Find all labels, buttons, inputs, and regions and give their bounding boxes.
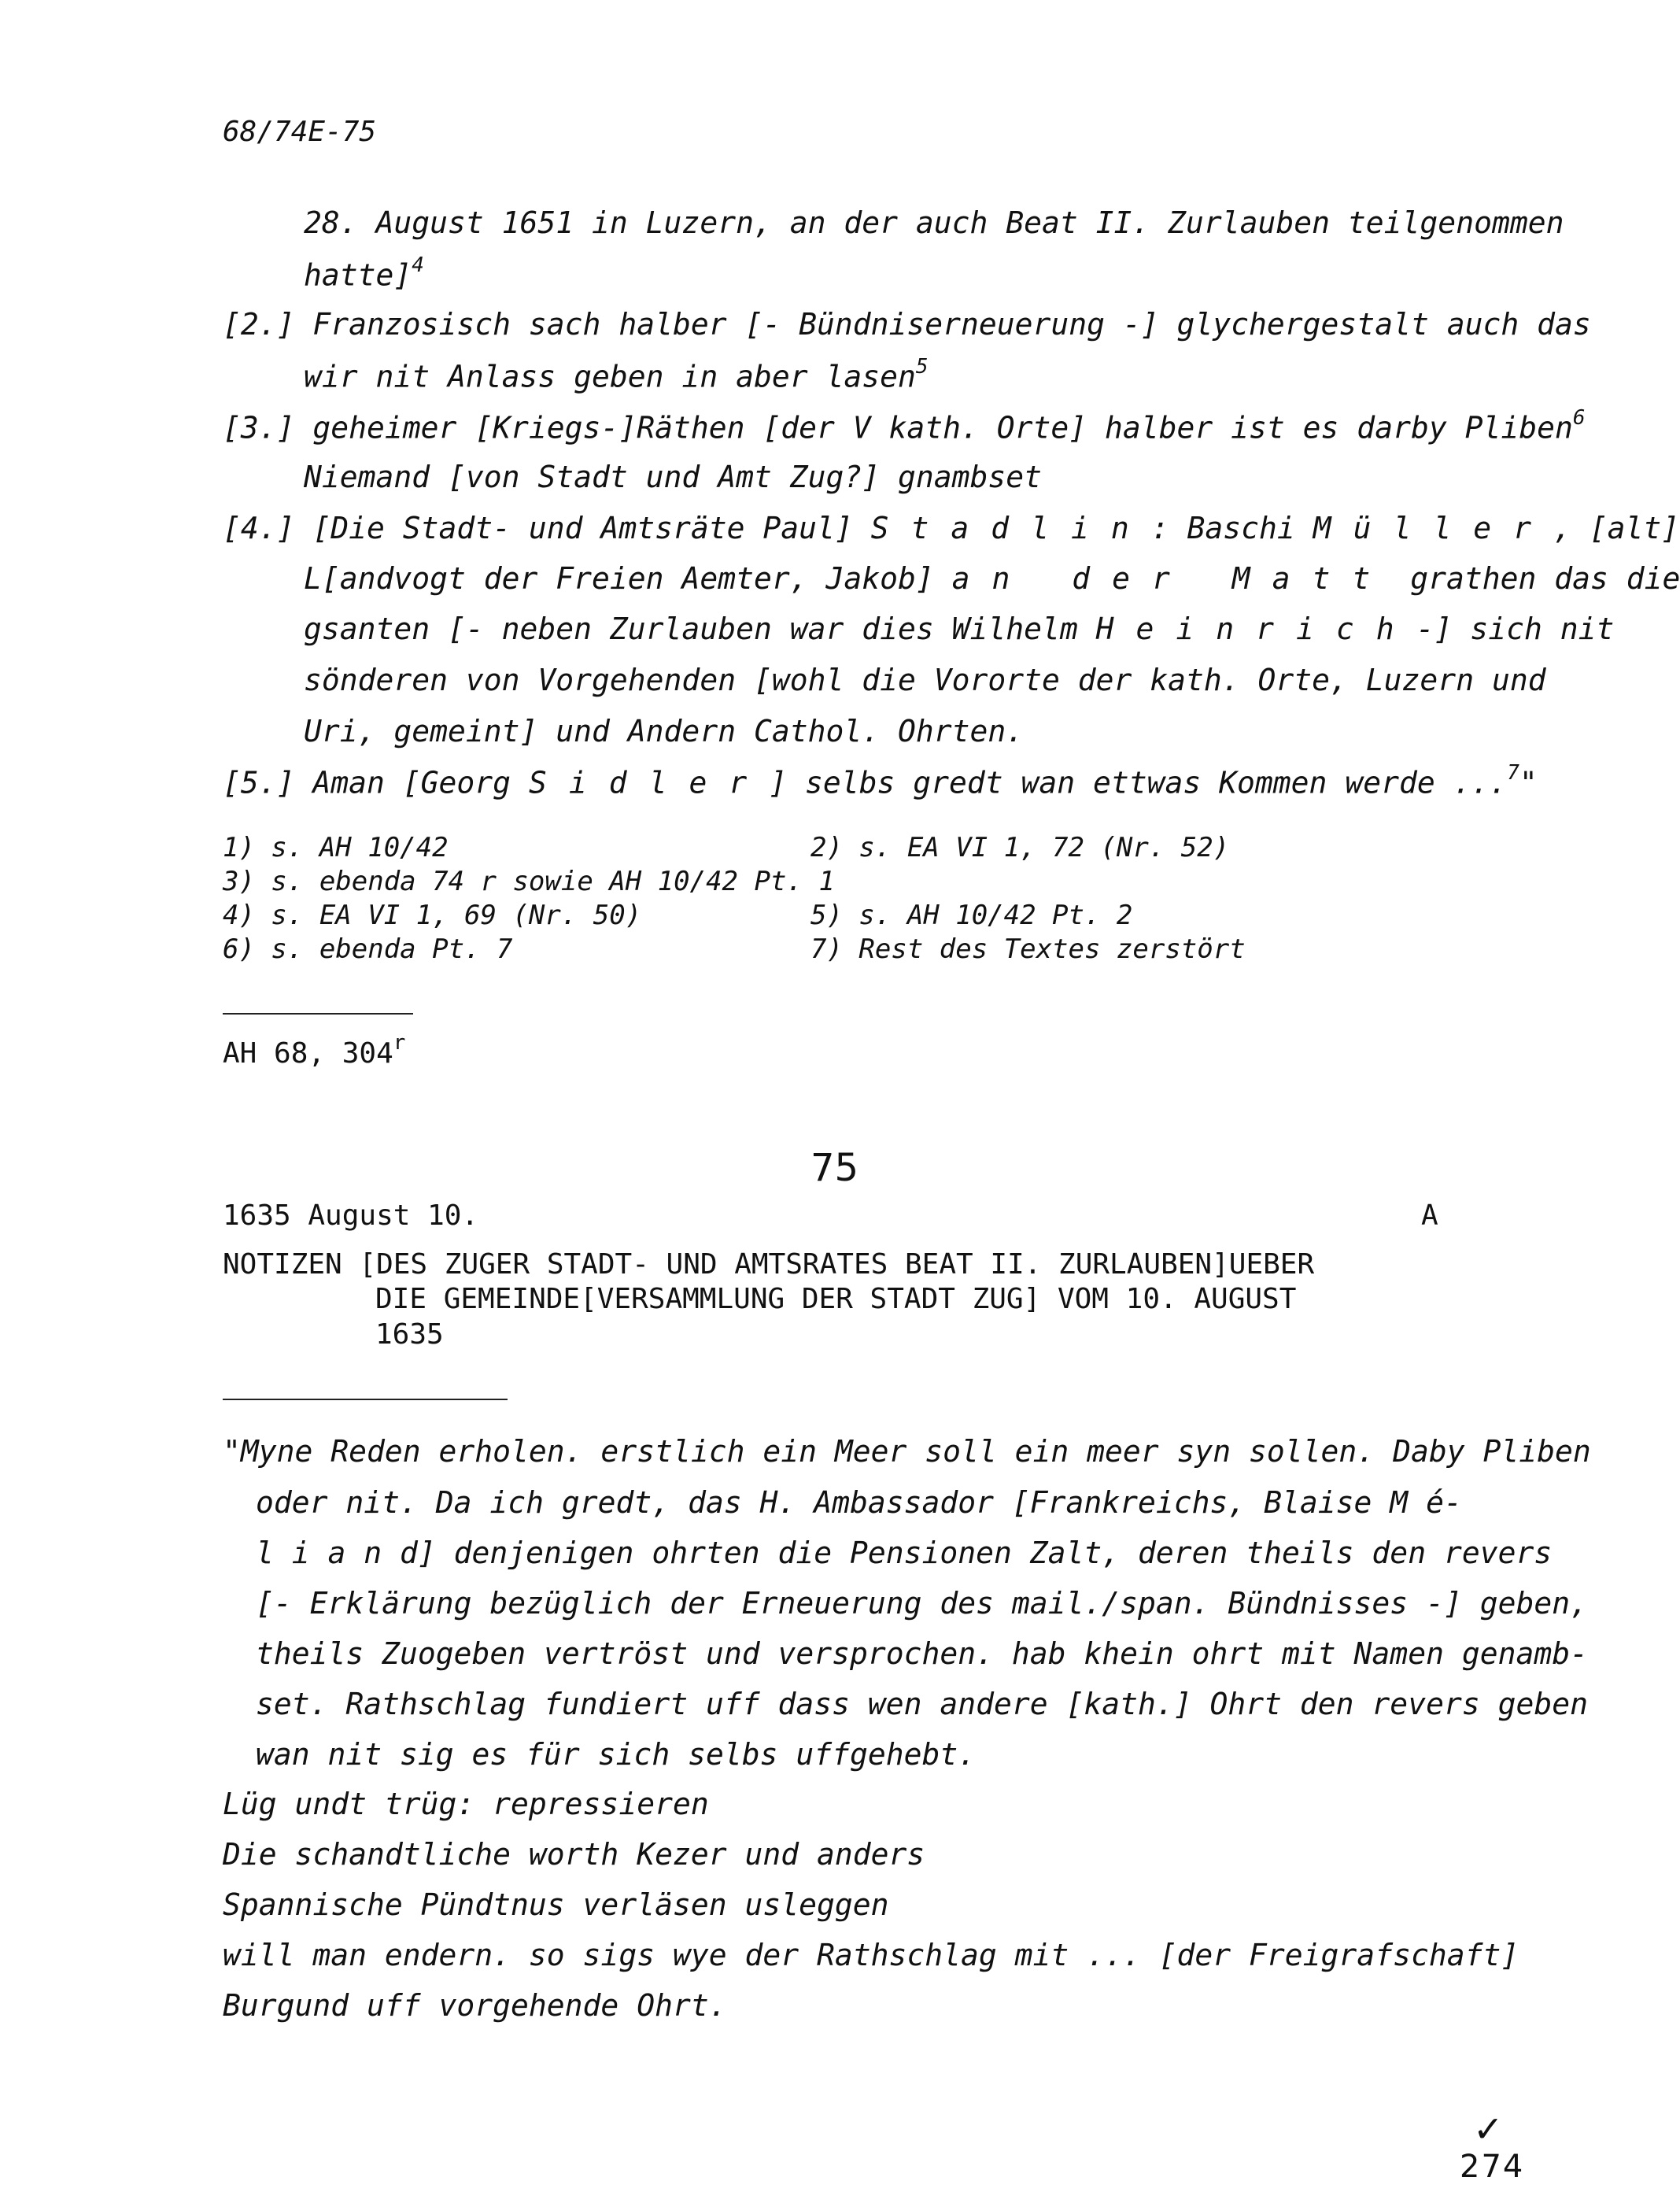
footnote-4: 4) s. EA VI 1, 69 (Nr. 50) bbox=[223, 900, 642, 931]
footnote-ref-5: 5 bbox=[915, 355, 929, 379]
notes-line-3: Spannische Pündtnus verläsen usleggen bbox=[223, 1887, 889, 1922]
footnote-ref-7: 7 bbox=[1507, 761, 1519, 785]
archive-reference: 68/74E-75 bbox=[223, 116, 377, 148]
source-reference: AH 68, 304$^r$ bbox=[223, 1031, 406, 1070]
checkmark-icon: ✓ bbox=[1473, 2108, 1504, 2150]
doc74-paragraph-3-line-1: [3.] geheimer [Kriegs-]Räthen [der V kath. Orte] halber ist es darby Pliben$^6$ bbox=[223, 406, 1586, 445]
source-rule bbox=[223, 1013, 413, 1015]
document-date: 1635 August 10. bbox=[223, 1199, 479, 1232]
doc74-paragraph-4-line-5: Uri, gemeint] und Andern Cathol. Ohrten. bbox=[304, 714, 1025, 749]
spaced-name-sidler: Sidler bbox=[528, 765, 770, 800]
spaced-name-heinrich: Heinrich bbox=[1095, 612, 1416, 646]
doc74-paragraph-4-line-4: sönderen von Vorgehenden [wohl die Vororte der kath. Orte, Luzern und bbox=[304, 663, 1546, 697]
quote-line-3: l i a n d] denjenigen ohrten die Pensionen Zalt, deren theils den revers bbox=[256, 1536, 1553, 1570]
quote-line-6: set. Rathschlag fundiert uff dass wen andere [kath.] Ohrt den revers geben bbox=[256, 1687, 1588, 1721]
doc74-line-2: hatte]$^4$ bbox=[304, 253, 424, 293]
footnote-3: 3) s. ebenda 74 r sowie AH 10/42 Pt. 1 bbox=[223, 866, 835, 897]
doc74-paragraph-2-line-1: [2.] Franzosisch sach halber [- Bündniserneuerung -] glychergestalt auch das bbox=[223, 307, 1591, 342]
doc74-paragraph-4-line-1: [4.] [Die Stadt- und Amtsräte Paul] Stadlin: Baschi Müller, [alt] bbox=[223, 511, 1680, 545]
doc74-paragraph-4-line-3: gsanten [- neben Zurlauben war dies Wilhelm Heinrich-] sich nit bbox=[304, 612, 1615, 646]
doc74-paragraph-3-line-2: Niemand [von Stadt und Amt Zug?] gnambset bbox=[304, 460, 1042, 494]
doc74-line-1: 28. August 1651 in Luzern, an der auch Beat II. Zurlauben teilgenommen bbox=[304, 205, 1564, 240]
footnote-2: 2) s. EA VI 1, 72 (Nr. 52) bbox=[810, 832, 1230, 863]
quote-line-2: oder nit. Da ich gredt, das H. Ambassador [Frankreichs, Blaise M é- bbox=[256, 1485, 1462, 1520]
document-title-line-2: DIE GEMEINDE[VERSAMMLUNG DER STADT ZUG] VOM 10. AUGUST bbox=[375, 1283, 1297, 1315]
title-rule bbox=[223, 1399, 508, 1400]
document-title-line-3: 1635 bbox=[375, 1318, 444, 1351]
footnote-5: 5) s. AH 10/42 Pt. 2 bbox=[810, 900, 1133, 931]
doc74-paragraph-5: [5.] Aman [Georg Sidler] selbs gredt wan ettwas Kommen werde ...$^7$" bbox=[223, 761, 1538, 800]
notes-line-1: Lüg undt trüg: repressieren bbox=[223, 1787, 709, 1821]
notes-line-4: will man endern. so sigs wye der Rathschlag mit ... [der Freigrafschaft] bbox=[223, 1938, 1519, 1972]
quote-line-5: theils Zuogeben vertröst und versprochen. hab khein ohrt mit Namen genamb- bbox=[256, 1636, 1588, 1671]
footnote-ref-4: 4 bbox=[412, 253, 424, 277]
notes-line-2: Die schandtliche worth Kezer und anders bbox=[223, 1837, 925, 1872]
document-title-line-1: NOTIZEN [DES ZUGER STADT- UND AMTSRATES BEAT II. ZURLAUBEN]UEBER bbox=[223, 1248, 1315, 1281]
document-number: 75 bbox=[810, 1146, 859, 1190]
quote-line-4: [- Erklärung bezüglich der Erneuerung des mail./span. Bündnisses -] geben, bbox=[256, 1586, 1588, 1621]
spaced-name-stadlin: Stadlin bbox=[870, 511, 1151, 545]
doc74-paragraph-4-line-2: L[andvogt der Freien Aemter, Jakob] an der Matt grathen das die bbox=[304, 561, 1680, 596]
quote-line-7: wan nit sig es für sich selbs uffgehebt. bbox=[256, 1737, 977, 1772]
footnote-7: 7) Rest des Textes zerstört bbox=[810, 933, 1246, 965]
spaced-name-mueller: Müller bbox=[1313, 511, 1553, 545]
notes-line-5: Burgund uff vorgehende Ohrt. bbox=[223, 1988, 727, 2023]
footnote-1: 1) s. AH 10/42 bbox=[223, 832, 449, 863]
spaced-name-an-der-matt: an der Matt bbox=[951, 561, 1393, 596]
handwritten-page-number: 274 bbox=[1460, 2149, 1525, 2185]
footnote-6: 6) s. ebenda Pt. 7 bbox=[223, 933, 513, 965]
quote-line-1: "Myne Reden erholen. erstlich ein Meer soll ein meer syn sollen. Daby Pliben bbox=[223, 1434, 1591, 1469]
doc74-paragraph-2-line-2: wir nit Anlass geben in aber lasen$^5$ bbox=[304, 355, 929, 394]
document-type: A bbox=[1421, 1199, 1438, 1232]
footnote-ref-6: 6 bbox=[1572, 406, 1586, 430]
